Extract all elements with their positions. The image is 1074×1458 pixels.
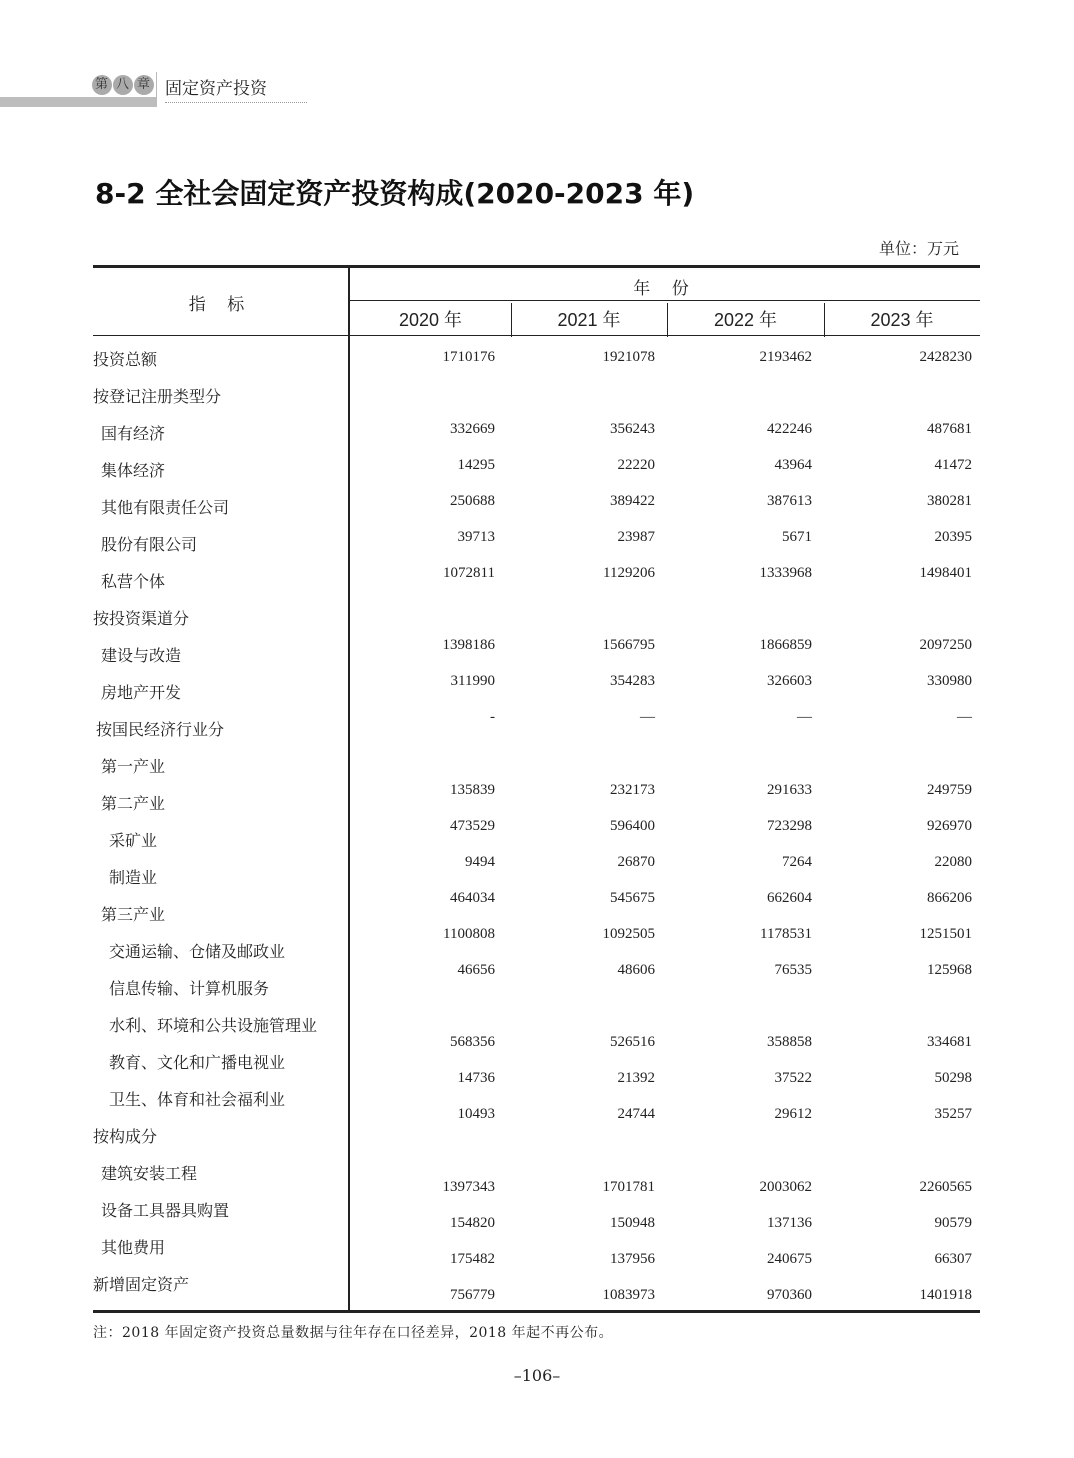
row-label: 按投资渠道分 — [93, 609, 190, 628]
value-cell: 14736 — [457, 1070, 495, 1086]
row-label: 教育、文化和广播电视业 — [109, 1053, 286, 1072]
row-label: 其他费用 — [101, 1238, 166, 1257]
value-cell: 21392 — [617, 1070, 655, 1086]
value-cell: 26870 — [617, 854, 655, 870]
value-cell: 926970 — [927, 818, 972, 834]
value-cell: 568356 — [450, 1034, 495, 1050]
value-cell: 330980 — [927, 673, 972, 689]
table-row — [93, 1266, 980, 1303]
value-cell: 596400 — [610, 818, 655, 834]
value-cell: 291633 — [767, 782, 812, 798]
value-cell: 2260565 — [919, 1179, 972, 1195]
table-row — [93, 1155, 980, 1195]
table-row — [93, 962, 980, 1007]
value-cell: 24744 — [617, 1106, 655, 1122]
value-cell: 154820 — [450, 1215, 495, 1231]
table-row — [93, 711, 980, 748]
value-cell: 1921078 — [602, 349, 655, 365]
value-cell: 1397343 — [442, 1179, 495, 1195]
value-cell: 2003062 — [759, 1179, 812, 1195]
row-label: 采矿业 — [109, 831, 158, 850]
value-cell: 249759 — [927, 782, 972, 798]
value-cell: 43964 — [774, 457, 812, 473]
value-cell: 232173 — [610, 782, 655, 798]
value-cell: 41472 — [934, 457, 972, 473]
header-divider — [350, 300, 980, 301]
value-cell: 2428230 — [919, 349, 972, 365]
value-cell: 1100808 — [443, 926, 495, 942]
value-cell: 240675 — [767, 1251, 812, 1267]
value-cell: 46656 — [457, 962, 495, 978]
value-cell: 1701781 — [602, 1179, 655, 1195]
value-cell: 473529 — [450, 818, 495, 834]
value-cell: 37522 — [774, 1070, 812, 1086]
value-cell: 22220 — [617, 457, 655, 473]
page-number: –106– — [513, 1366, 561, 1385]
value-cell: 756779 — [450, 1287, 495, 1303]
chapter-label — [92, 74, 155, 95]
value-cell: 1178531 — [760, 926, 812, 942]
value-cell: 387613 — [767, 493, 812, 509]
year-2023-header: 2023 年 — [870, 310, 934, 330]
row-label: 私营个体 — [101, 572, 166, 591]
header-divider — [156, 72, 157, 107]
value-cell: 20395 — [934, 529, 972, 545]
value-cell: 422246 — [767, 421, 812, 437]
value-cell: 662604 — [767, 890, 812, 906]
row-label: 第三产业 — [101, 905, 166, 924]
value-cell: 39713 — [457, 529, 495, 545]
value-cell: 464034 — [450, 890, 495, 906]
year-header: 年 份 — [633, 279, 697, 299]
indicator-header: 指 标 — [188, 295, 253, 315]
row-label: 集体经济 — [101, 461, 166, 480]
value-cell: — — [640, 709, 655, 725]
value-cell: — — [797, 709, 812, 725]
value-cell: 23987 — [617, 529, 655, 545]
value-cell: 29612 — [774, 1106, 812, 1122]
section-title: 固定资产投资 — [165, 74, 307, 103]
value-cell: 723298 — [767, 818, 812, 834]
row-label: 建设与改造 — [101, 646, 182, 665]
value-cell: 175482 — [450, 1251, 495, 1267]
value-cell: 125968 — [927, 962, 972, 978]
value-cell: 1866859 — [759, 637, 812, 653]
value-cell: 1129206 — [603, 565, 655, 581]
value-cell: 332669 — [450, 421, 495, 437]
value-cell: 487681 — [927, 421, 972, 437]
value-cell: 1498401 — [919, 565, 972, 581]
value-cell: 356243 — [610, 421, 655, 437]
row-label: 股份有限公司 — [101, 535, 198, 554]
table-row — [93, 341, 980, 378]
value-cell: 2097250 — [919, 637, 972, 653]
table-row — [93, 1007, 980, 1050]
value-cell: 1401918 — [919, 1287, 972, 1303]
value-cell: 2193462 — [759, 349, 812, 365]
row-label: 第一产业 — [101, 757, 166, 776]
table-row — [93, 563, 980, 600]
table-note: 注：2018 年固定资产投资总量数据与往年存在口径差异，2018 年起不再公布。 — [93, 1325, 614, 1341]
year-2022-header: 2022 年 — [713, 310, 778, 330]
table-row — [93, 378, 980, 415]
value-cell: 866206 — [927, 890, 972, 906]
year-2020-header: 2020 年 — [398, 310, 463, 330]
row-label: 第二产业 — [101, 794, 166, 813]
value-cell: 250688 — [450, 493, 495, 509]
value-cell: 380281 — [927, 493, 972, 509]
value-cell: 35257 — [934, 1106, 972, 1122]
table-row — [93, 1229, 980, 1266]
row-label: 信息传输、计算机服务 — [109, 979, 270, 998]
row-label: 新增固定资产 — [93, 1275, 190, 1294]
value-cell: - — [490, 709, 495, 725]
value-cell: 50298 — [934, 1070, 972, 1086]
row-label: 建筑安装工程 — [101, 1164, 198, 1183]
row-label: 交通运输、仓储及邮政业 — [109, 942, 286, 961]
page-title: 8-2 全社会固定资产投资构成(2020-2023 年) — [95, 177, 695, 210]
unit-label: 单位：万元 — [878, 239, 959, 258]
value-cell: 135839 — [450, 782, 495, 798]
chapter-char: 八 — [113, 75, 133, 95]
chapter-char: 章 — [134, 75, 154, 95]
value-cell: 334681 — [927, 1034, 972, 1050]
row-label: 国有经济 — [101, 424, 166, 443]
value-cell: 66307 — [934, 1251, 972, 1267]
data-table — [93, 265, 980, 1313]
value-cell: 970360 — [767, 1287, 812, 1303]
value-cell: 90579 — [934, 1215, 972, 1231]
value-cell: 150948 — [610, 1215, 655, 1231]
value-cell: 354283 — [610, 673, 655, 689]
value-cell: 14295 — [457, 457, 495, 473]
row-label: 设备工具器具购置 — [101, 1201, 230, 1220]
value-cell: 358858 — [767, 1034, 812, 1050]
value-cell: 137956 — [610, 1251, 655, 1267]
value-cell: 1083973 — [602, 1287, 655, 1303]
value-cell: 10493 — [457, 1106, 495, 1122]
row-label: 投资总额 — [93, 350, 158, 369]
table-row — [93, 1192, 980, 1229]
table-row — [93, 1081, 980, 1122]
value-cell: 7264 — [782, 854, 812, 870]
value-cell: 1072811 — [443, 565, 495, 581]
value-cell: 5671 — [782, 529, 812, 545]
value-cell: 22080 — [934, 854, 972, 870]
row-label: 卫生、体育和社会福利业 — [109, 1090, 286, 1109]
value-cell: 137136 — [767, 1215, 812, 1231]
value-cell: 526516 — [610, 1034, 655, 1050]
row-label: 按构成分 — [93, 1127, 158, 1146]
row-label: 制造业 — [109, 868, 158, 887]
row-label: 其他有限责任公司 — [101, 498, 230, 517]
row-label: 水利、环境和公共设施管理业 — [109, 1016, 318, 1035]
value-cell: 326603 — [767, 673, 812, 689]
value-cell: — — [957, 709, 972, 725]
value-cell: 311990 — [450, 673, 495, 689]
value-cell: 1333968 — [759, 565, 812, 581]
value-cell: 1710176 — [442, 349, 495, 365]
header-bar — [0, 97, 156, 107]
value-cell: 1092505 — [602, 926, 655, 942]
year-2021-header: 2021 年 — [557, 310, 621, 330]
value-cell: 1251501 — [919, 926, 972, 942]
value-cell: 1566795 — [602, 637, 655, 653]
row-label: 房地产开发 — [101, 683, 182, 702]
value-cell: 48606 — [617, 962, 655, 978]
table-row — [93, 1044, 980, 1086]
table-row — [93, 1118, 980, 1155]
value-cell: 76535 — [774, 962, 812, 978]
row-label: 按登记注册类型分 — [93, 387, 222, 406]
value-cell: 545675 — [610, 890, 655, 906]
value-cell: 9494 — [465, 854, 495, 870]
chapter-char: 第 — [92, 75, 112, 95]
row-label: 按国民经济行业分 — [96, 720, 225, 739]
value-cell: 1398186 — [442, 637, 495, 653]
value-cell: 389422 — [610, 493, 655, 509]
